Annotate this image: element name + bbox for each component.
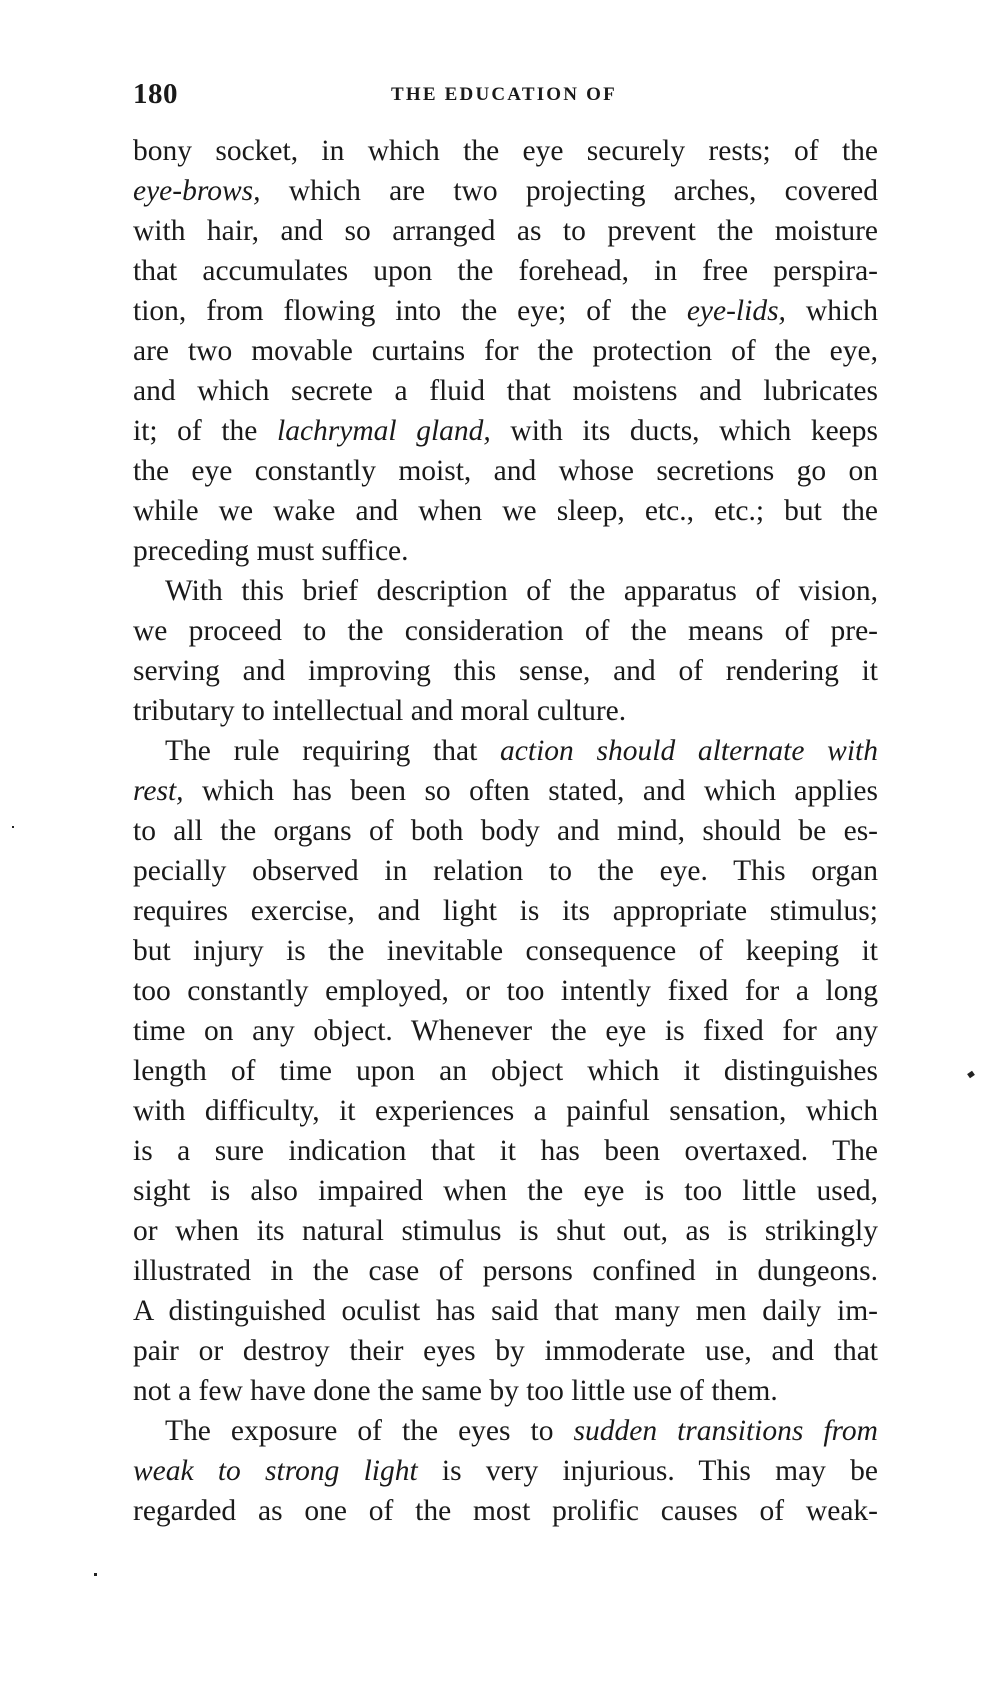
text-line: serving and improving this sense, and of rendering it xyxy=(133,655,878,687)
text-run: it; of the xyxy=(133,415,277,447)
scan-speck xyxy=(12,826,14,828)
text-line: length of time upon an object which it distinguishes xyxy=(133,1055,878,1087)
text-line: illustrated in the case of persons confined in dungeons. xyxy=(133,1255,878,1287)
text-run: The rule requiring that xyxy=(165,735,501,767)
text-line xyxy=(133,771,878,811)
text-line: sight is also impaired when the eye is too little used, xyxy=(133,1175,878,1207)
text-line xyxy=(133,1451,878,1491)
text-run: which has been so often stated, and which applies xyxy=(183,775,878,807)
text-line: is a sure indication that it has been overtaxed. The xyxy=(133,1135,878,1167)
italic-phrase: weak to strong light xyxy=(133,1455,418,1487)
text-line: are two movable curtains for the protection of the eye, xyxy=(133,335,878,367)
text-line: bony socket, in which the eye securely rests; of the xyxy=(133,135,878,167)
text-run: The exposure of the eyes to xyxy=(165,1415,574,1447)
text-line xyxy=(133,411,878,451)
text-line: time on any object. Whenever the eye is fixed for any xyxy=(133,1015,878,1047)
text-line: pair or destroy their eyes by immoderate use, and that xyxy=(133,1335,878,1367)
text-line: while we wake and when we sleep, etc., etc.; but the xyxy=(133,495,878,527)
italic-term: lachrymal gland, xyxy=(277,415,491,447)
italic-term: eye-lids, xyxy=(686,295,786,327)
text-line: With this brief description of the apparatus of vision, xyxy=(165,575,878,607)
text-line: and which secrete a fluid that moistens and lubricates xyxy=(133,375,878,407)
text-line xyxy=(133,171,878,211)
text-line: not a few have done the same by too little use of them. xyxy=(133,1375,778,1407)
text-line: A distinguished oculist has said that many men daily im- xyxy=(133,1295,878,1327)
scan-speck xyxy=(967,1071,975,1079)
text-line: but injury is the inevitable consequence of keeping it xyxy=(133,935,878,967)
text-run: with its ducts, which keeps xyxy=(490,415,879,447)
text-line: pecially observed in relation to the eye. This organ xyxy=(133,855,878,887)
italic-phrase: sudden transitions from xyxy=(573,1415,878,1447)
text-line: regarded as one of the most prolific causes of weak- xyxy=(133,1495,878,1527)
text-line: or when its natural stimulus is shut out, as is strikingly xyxy=(133,1215,878,1247)
text-line: tributary to intellectual and moral culture. xyxy=(133,695,627,727)
text-line: too constantly employed, or too intently fixed for a long xyxy=(133,975,878,1007)
text-line: with hair, and so arranged as to prevent the moisture xyxy=(133,215,878,247)
running-head: THE EDUCATION OF xyxy=(391,84,617,105)
text-line: the eye constantly moist, and whose secretions go on xyxy=(133,455,878,487)
scan-speck xyxy=(94,1573,97,1576)
text-run: tion, from flowing into the eye; of the xyxy=(133,295,687,327)
text-line: that accumulates upon the forehead, in free perspira- xyxy=(133,255,878,287)
text-line: we proceed to the consideration of the means of pre- xyxy=(133,615,878,647)
page-number: 180 xyxy=(133,78,178,110)
text-run: which are two projecting arches, covered xyxy=(260,175,878,207)
text-line xyxy=(133,291,878,331)
italic-term: eye-brows, xyxy=(133,175,261,207)
text-line xyxy=(133,1411,878,1451)
text-line: requires exercise, and light is its appropriate stimulus; xyxy=(133,895,878,927)
italic-phrase: rest, xyxy=(133,775,184,807)
text-line: with difficulty, it experiences a painful sensation, which xyxy=(133,1095,878,1127)
page-header xyxy=(133,78,873,118)
italic-phrase: action should alternate with xyxy=(500,735,878,767)
text-run: is very injurious. This may be xyxy=(417,1455,878,1487)
text-run: which xyxy=(785,295,879,327)
text-line: preceding must suffice. xyxy=(133,535,409,567)
text-line xyxy=(133,731,878,771)
body-text xyxy=(133,131,878,1531)
text-line: to all the organs of both body and mind, should be es- xyxy=(133,815,878,847)
